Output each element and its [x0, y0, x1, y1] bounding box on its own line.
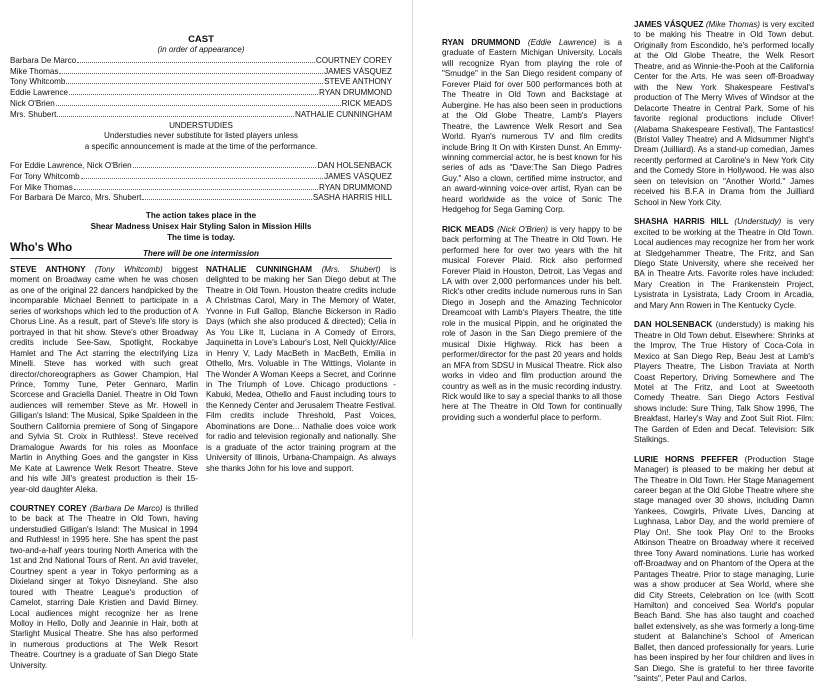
- cast-actor: STEVE ANTHONY: [324, 77, 392, 87]
- cast-row: [10, 110, 392, 121]
- understudy-row: [10, 193, 392, 204]
- cast-title: CAST: [188, 34, 214, 45]
- bio-text: (understudy) is making his Theatre in Old Town debut. Elsewhere: Shrinks at the Improv, The True History of Coca-Cola in Mexico at San Diego Rep, Beau Jest at Lamb's Players Theatre, The Lisbon Traviata at North Coast Repertory, Driving Somewhere and The Motel at The Fritz, and Loot at Sweetooth Comedy Theatre. San Diego Actors Festival shows include: Sure Thing, Talk Show 1996, The Breakfast, Harley's Way and Zoot Suit Riot. Film: The Garden of Eden and Decaf. Television: Silk Stalkings.: [634, 320, 814, 445]
- leader-dots: [59, 73, 323, 74]
- understudies-note: a specific announcement is made at the time of the performance.: [84, 142, 318, 152]
- bio-role: (Barbara De Marco): [89, 503, 163, 513]
- cast-role: Nick O'Brien: [10, 98, 55, 108]
- bio-text: is very happy to be back performing at The Theatre in Old Town. He performed here for over two years with the hit musical Forever Plaid. Rick also performed Forever Plaid in Houston, Detroit, Las Vegas and LA with over 2,000 performances under his belt. Rick's other credits include numerous runs in San Diego in Joseph and the Amazing Technicolor Dreamcoat with Lamb's Players Theatre, the title role in the musical Pippin, and he originated the role of Jason in the San Diego premiere of the musical Dixie Highway. Rick has been a performer/director for the past 20 years and holds an MFA from SDSU in Musical Theatre. Rick also works in video and film production around the country as well as in the music recording industry. Rick would like to say a special thanks to all those here at The Theatre in Old Town for continually providing such a wonderful place to perform.: [442, 224, 623, 422]
- understudy-role: For Mike Thomas: [10, 182, 73, 192]
- understudy-row: [10, 183, 392, 194]
- bio-shasha-harris-hill: [634, 217, 814, 311]
- understudy-actor: SASHA HARRIS HILL: [312, 193, 392, 203]
- cast-role: Tony Whitcomb: [10, 77, 66, 87]
- cast-actor: RICK MEADS: [341, 98, 392, 108]
- bio-name: DAN HOLSENBACK: [634, 320, 713, 330]
- bio-nathalie-cunningham: [206, 265, 396, 474]
- understudies-list: [10, 161, 392, 204]
- cast-role: Eddie Lawrence: [10, 88, 69, 98]
- cast-subtitle: (in order of appearance): [157, 45, 245, 54]
- leader-dots: [77, 62, 315, 63]
- bio-text: is a graduate of Eastern Michigan University. Locals will recognize Ryan from playing the role of "Smudge" in the San Diego resident company of Forever Plaid for over 500 performances both at The Theatre in Old Town and Backstage at Aubergine. He has also been seen in productions at the Old Globe Theatre, Lamb's Players Theatre, the Lawrence Welk Resort and Sea World. Ryan's numerous TV and film credits include Bring It On with Kirsten Dunst. An Emmy-winning commercial actor, he is best known for his series of ads as "Dave:The San Diego Padres Guy." Also a clown, certified mime instructor, and an award-winning voice-over artist, Ryan can be heard worldwide as the voice of Sonic The Hedgehog for Sega Gaming Corp.: [442, 38, 622, 215]
- cast-row: [10, 56, 392, 67]
- cast-row: [10, 88, 392, 99]
- setting-line: Shear Madness Unisex Hair Styling Salon in Mission Hills: [90, 221, 312, 231]
- bio-name: STEVE ANTHONY: [10, 265, 86, 274]
- cast-actor: RYAN DRUMMOND: [319, 88, 392, 98]
- setting-line: The action takes place in the: [145, 211, 257, 221]
- understudy-row: [10, 172, 392, 183]
- bio-role: (Tony Whitcomb): [94, 265, 163, 274]
- setting-line: The time is today.: [167, 232, 235, 242]
- bio-steve-anthony: [10, 265, 198, 495]
- leader-dots: [57, 116, 294, 117]
- whos-who-title: Who's Who: [10, 242, 73, 254]
- bio-text: (Production Stage Manager) is pleased to be making her debut at The Theatre in Old Town. Her Stage Management career began at the Old Globe Theatre where she stage managed over 30 shows, including Damn Yankees, Cowgirls, Private Lives, Dancing at Lughnasa, Labor Day, and the world premiere of Play On!. She took Play On! to the Brooks Atkinson Theatre on Broadway where it received three Tony Award nominations. Lurie has worked off-Broadway and on Phantom of the Opera at the Pantages Theatre. Prior to stage managing, Lurie was a show producer at Sea World, where she did City Streets, Celebration on Ice (with Scott Hamilton) and conceived Sea World's popular Beach Band. She has also taught and coached ballet extensively, as she was formerly a long-time student at Balanchine's School of American Ballet, then danced professionally for years. Lurie has been inspired by her four children and lives in San Diego. She is grateful to her three favorite "saints", Peter Paul and Carlos.: [634, 454, 814, 684]
- bio-role: (Mrs. Shubert): [321, 265, 381, 274]
- bio-column-3: [442, 38, 622, 432]
- bio-lurie-horns-pfeffer: [634, 455, 814, 685]
- understudy-actor: JAMES VÁSQUEZ: [324, 171, 392, 181]
- intermission-note: There will be one intermission: [142, 248, 260, 258]
- cast-section: [10, 34, 392, 259]
- right-page: [412, 0, 824, 684]
- bio-text: is thrilled to be back at The Theatre in Old Town, having understudied Gilligan's Island: The Musical in 1994 and Ruthless! in 1995 here. She has spent the past two-and-a-half years touring North America with the 1st and 2nd National Tours of Rent. An avid traveler, Courtney spent a year in Tokyo performing as a Dixieland singer at Tokyo Disneyland. She also toured with Theatre League's production of Camelot, starring Dale Kristien and David Birney. Local audiences might recognize her as Irene Molloy in Hello, Dolly and Jeannie in Hair, both at Starlight Musical Theatre. She has also performed in numerous productions at The Welk Resort Theatre. Courtney is a graduate of San Diego State University.: [10, 503, 198, 670]
- bio-ryan-drummond: [442, 38, 622, 216]
- bio-text: is very excited to be working at the Theatre in Old Town. Local audiences may recognize her from her work at Sledgehammer Theatre, The Fritz, and San Diego State University, where she received her BA in Theatre Arts. Favorite roles have included: Mary Creation in The Frankenstein Project, Lysistrata in Lysistrata, Lady Croom in Arcadia, and Mary Ann Rowen in The Kentucky Cycle.: [634, 217, 814, 310]
- bio-name: COURTNEY COREY: [10, 503, 87, 513]
- leader-dots: [133, 167, 317, 168]
- bio-name: RYAN DRUMMOND: [442, 38, 521, 47]
- bio-name: RICK MEADS: [442, 224, 495, 234]
- section-divider: [10, 258, 392, 259]
- bio-dan-holsenback: [634, 320, 814, 445]
- bio-column-2: [206, 265, 396, 483]
- leader-dots: [69, 94, 318, 95]
- bio-text: is delighted to be making her San Diego debut at The Theatre in Old Town. Houston theatre credits include A Christmas Carol, Mary in The Memory of Water, Yvonne in Full Gallop, Blanche Bickerson in Radio Days (which she also produced & directed); Celia in As You Like It, Luciana in A Comedy of Errors, Jaquinetta in Love's Labour's Lost, Nell Quickly/Alice in Henry V, Lady MacBeth in MacBeth, Emilia in Othello, Mrs. Voluable in The Wittings, Violante in The Wonder A Woman Keeps a Secret, and Corinne in The Triumph of Love. Chicago productions - Kabuki, Medea, Othello and Faust including tours to the Kennedy Center and Jerusalem Theatre Festival. Film credits include Threshold, Past Voices, Abominations are Done... Nathalie does voice work for radio and television regionally and nationally. She is a graduate of the actor training program at the University of Illinois, Urbana-Champaign. As always she thanks John for his love and support.: [206, 265, 397, 473]
- cast-list: [10, 56, 392, 121]
- cast-role: Mike Thomas: [10, 66, 59, 76]
- bio-text: is very excited to be making his Theatre in Old Town debut. Originally from Escondido, he's performed locally at the Old Globe Theatre, the Welk Resort Theatre, and as Winnie-the-Pooh at the California Center for the Arts. He was seen off-Broadway with the New York Shakespeare Festival's production of The Merry Wives of Windsor at the Delacorte Theatre in Central Park. Some of his favorite regional productions include Oliver! (Alabama Shakespeare Festival), The Fantastics! (Bristol Valley Theatre) and A Midsummer Night's Dream (Juilliard). As a stand-up comedian, James recently performed at Caroline's in New York City and the Comedy Store in Hollywood. He was also seen on television on "Another World." James received his B.F.A in Drama from the Juilliard School in New York City.: [634, 20, 815, 207]
- understudy-role: For Barbara De Marco, Mrs. Shubert: [10, 193, 142, 203]
- cast-role: Barbara De Marco: [10, 55, 77, 65]
- understudies-note: Understudies never substitute for listed players unless: [104, 131, 298, 141]
- leader-dots: [56, 105, 341, 106]
- understudy-role: For Eddie Lawrence, Nick O'Brien: [10, 160, 132, 170]
- understudies-heading: UNDERSTUDIES: [169, 120, 233, 130]
- cast-row: [10, 99, 392, 110]
- bio-rick-meads: [442, 225, 622, 424]
- bio-text: biggest moment on Broadway came when he was chosen as one of the original 22 dancers handpicked by the incomparable Michael Bennett to participate in a series of workshops which led to the production of A Chorus Line. As a result, part of Steve's life story is portrayed in that hit show. Steve's other Broadway credits include See-Saw, Spotlight, Rockabye Hamlet and The Act starring the electrifying Liza Minelli. Steve has worked with such great director/choreographers as Gower Champion, Hal Prince, Tommy Tune, Peter Gennaro, Marlin Scorcese and Graciella Daniel. Theatre in Old Town audiences will remember Steve as Mr. Howell in Gilligan's Island: The Musical, Spike Spaldeen in the Southern California premiere of Song of Singapore and Sylvia St. Croix in Ruthless!. Steve received Dramalogue Awards for his roles as Moonface Martin in Anything Goes and the gangster in Kiss Me Kate at Lawrence Welk Resort Theatre. Steve and his wife Jill's greatest production is their 15-year-old daughter Aleka.: [10, 265, 198, 494]
- bio-courtney-corey: [10, 504, 198, 671]
- bio-column-1: [10, 265, 198, 680]
- understudy-role: For Tony Whitcomb: [10, 171, 80, 181]
- leader-dots: [66, 83, 323, 84]
- understudy-actor: RYAN DRUMMOND: [319, 182, 392, 192]
- bio-role: (Eddie Lawrence): [527, 38, 597, 47]
- cast-actor: COURTNEY COREY: [315, 55, 392, 65]
- left-page: [0, 0, 412, 670]
- bio-james-vasquez: [634, 20, 814, 208]
- bio-name: NATHALIE CUNNINGHAM: [206, 265, 313, 274]
- leader-dots: [74, 189, 318, 190]
- cast-row: [10, 67, 392, 78]
- leader-dots: [142, 199, 311, 200]
- bio-name: JAMES VÁSQUEZ: [634, 20, 704, 29]
- leader-dots: [81, 178, 324, 179]
- bio-column-4: [634, 20, 814, 694]
- bio-role: (Nick O'Brien): [497, 224, 548, 234]
- cast-role: Mrs. Shubert: [10, 109, 57, 119]
- understudy-row: [10, 161, 392, 172]
- understudy-actor: DAN HOLSENBACK: [317, 160, 392, 170]
- cast-actor: NATHALIE CUNNINGHAM: [295, 109, 392, 119]
- cast-actor: JAMES VÁSQUEZ: [324, 66, 392, 76]
- bio-name: SHASHA HARRIS HILL: [634, 217, 729, 227]
- bio-name: LURIE HORNS PFEFFER: [634, 454, 738, 464]
- bio-role: (Mike Thomas): [705, 20, 760, 29]
- cast-row: [10, 77, 392, 88]
- bio-role: (Understudy): [734, 217, 782, 227]
